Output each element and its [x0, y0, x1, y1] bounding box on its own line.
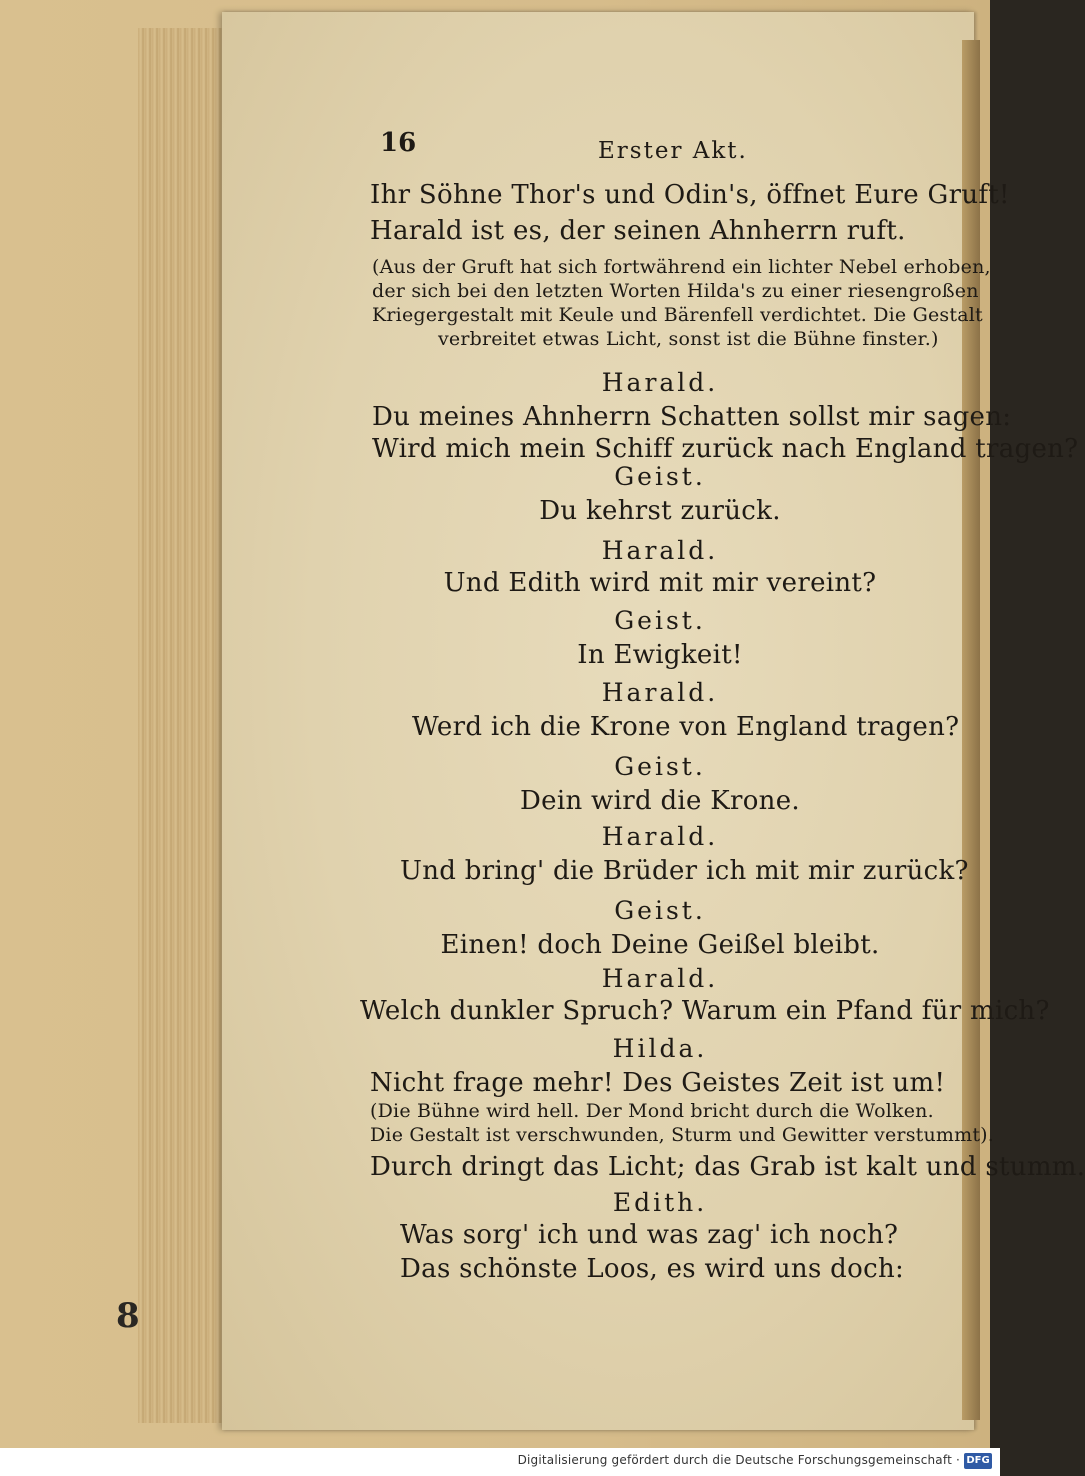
speaker-name: Geist.	[614, 752, 706, 781]
verse-line: In Ewigkeit!	[577, 640, 743, 670]
verse-line: Werd ich die Krone von England tragen?	[412, 712, 960, 742]
verse-line: Durch dringt das Licht; das Grab ist kalt und stumm.	[370, 1152, 1085, 1182]
verse-line: Ihr Söhne Thor's und Odin's, öffnet Eure Gruft!	[370, 180, 1010, 210]
stage-direction-line: Kriegergestalt mit Keule und Bärenfell verdichtet. Die Gestalt	[372, 304, 983, 326]
page-right-edge	[962, 40, 980, 1420]
stage-direction-line: (Die Bühne wird hell. Der Mond bricht durch die Wolken.	[370, 1100, 934, 1122]
verse-line: Wird mich mein Schiff zurück nach England tragen?	[372, 434, 1079, 464]
speaker-name: Geist.	[614, 606, 706, 635]
verse-line: Und bring' die Brüder ich mit mir zurück?	[400, 856, 969, 886]
verse-line: Einen! doch Deine Geißel bleibt.	[440, 930, 880, 960]
speaker-name: Harald.	[601, 822, 719, 851]
speaker-name: Harald.	[601, 536, 719, 565]
verse-line: Und Edith wird mit mir vereint?	[443, 568, 877, 598]
verse-line: Nicht frage mehr! Des Geistes Zeit ist um!	[370, 1068, 946, 1098]
speaker-name: Edith.	[612, 1188, 708, 1217]
stage-direction-line: Die Gestalt ist verschwunden, Sturm und Gewitter verstummt).	[370, 1124, 995, 1146]
stage-direction-line: (Aus der Gruft hat sich fortwährend ein lichter Nebel erhoben,	[372, 256, 991, 278]
verse-line: Harald ist es, der seinen Ahnherrn ruft.	[370, 216, 906, 246]
footer-credit: Digitalisierung gefördert durch die Deutsche Forschungsgemeinschaft ·	[517, 1453, 960, 1467]
signature-mark: 8	[116, 1296, 140, 1336]
verse-line: Was sorg' ich und was zag' ich noch?	[400, 1220, 899, 1250]
speaker-name: Harald.	[601, 368, 719, 397]
footer-bar	[0, 1448, 1000, 1476]
verse-line: Welch dunkler Spruch? Warum ein Pfand für mich?	[360, 996, 1050, 1026]
speaker-name: Geist.	[614, 462, 706, 491]
verse-line: Du kehrst zurück.	[539, 496, 781, 526]
verse-line: Du meines Ahnherrn Schatten sollst mir sagen:	[372, 402, 1012, 432]
speaker-name: Harald.	[601, 678, 719, 707]
dfg-logo[interactable]: DFG	[964, 1453, 992, 1469]
running-head: Erster Akt.	[598, 138, 748, 164]
stage-direction-line: der sich bei den letzten Worten Hilda's zu einer riesengroßen	[372, 280, 979, 302]
page-stack-edges	[138, 28, 228, 1423]
speaker-name: Harald.	[601, 964, 719, 993]
stage-direction-line: verbreitet etwas Licht, sonst ist die Bühne finster.)	[438, 328, 939, 350]
verse-line: Dein wird die Krone.	[520, 786, 800, 816]
page-text	[360, 128, 1085, 1288]
verse-line: Das schönste Loos, es wird uns doch:	[400, 1254, 905, 1284]
speaker-name: Geist.	[614, 896, 706, 925]
page-number: 16	[380, 128, 417, 158]
speaker-name: Hilda.	[612, 1034, 708, 1063]
